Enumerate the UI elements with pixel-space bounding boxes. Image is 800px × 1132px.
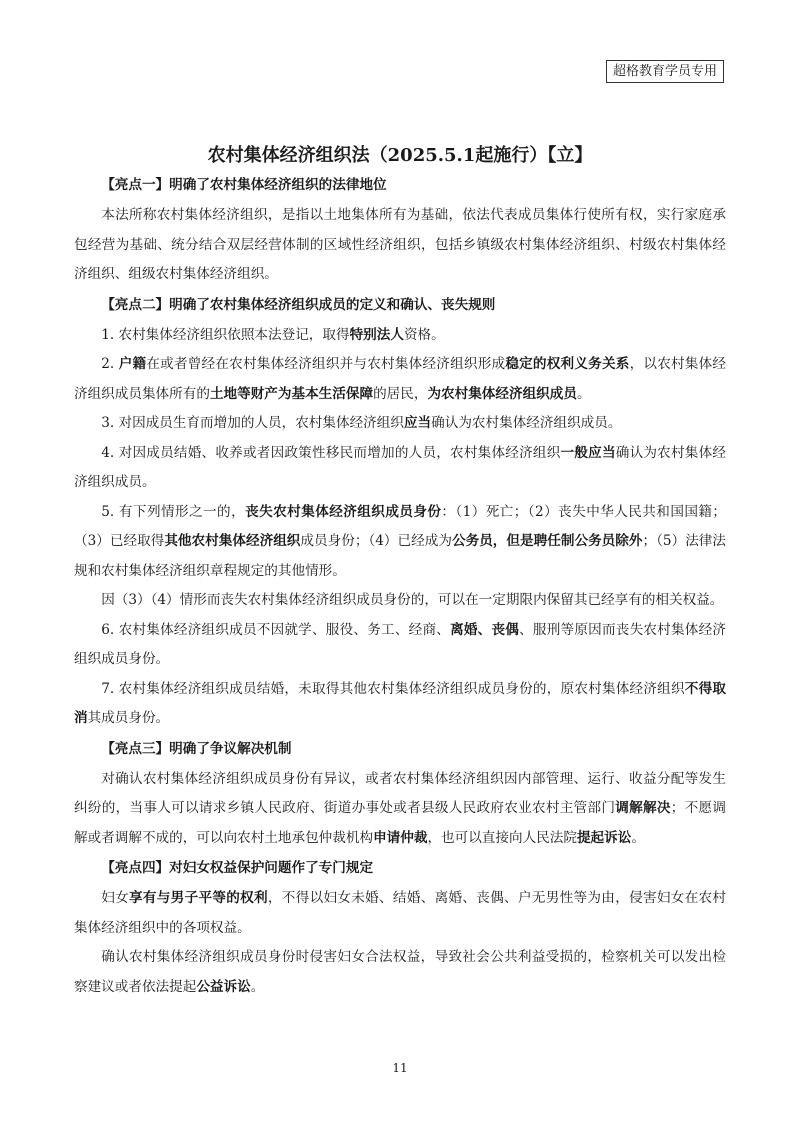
item-6: 6. 农村集体经济组织成员不因就学、服役、务工、经商、离婚、丧偶、服刑等原因而丧失农村集体经济组织成员身份。 [74, 621, 727, 667]
item-2: 2. 户籍在或者曾经在农村集体经济组织并与农村集体经济组织形成稳定的权利义务关系，以农村集体经济组织成员集体所有的土地等财产为基本生活保障的居民，为农村集体经济组织成员。 [74, 356, 727, 402]
section-3-paragraph: 对确认农村集体经济组织成员身份有异议，或者农村集体经济组织因内部管理、运行、收益分配等发生纠纷的，当事人可以请求乡镇人民政府、街道办事处或者县级人民政府农业农村主管部门调解解决；不愿调解或者调解不成的，可以向农村土地承包仲裁机构申请仲裁，也可以直接向人民法院提起诉讼。 [74, 770, 727, 846]
emphasis: 稳定的权利义务关系 [505, 356, 630, 372]
emphasis: 特别法人 [349, 326, 404, 343]
emphasis: 离婚、丧偶 [450, 621, 520, 638]
section-heading-2: 【亮点二】明确了农村集体经济组织成员的定义和确认、丧失规则 [101, 296, 496, 313]
section-4-paragraph-2: 确认农村集体经济组织成员身份时侵害妇女合法权益，导致社会公共利益受损的，检察机关可以发出检察建议或者依法提起公益诉讼。 [74, 949, 726, 995]
emphasis: 一般应当 [560, 444, 616, 461]
item-5-note: 因（3）（4）情形而丧失农村集体经济组织成员身份的，可以在一定期限内保留其已经享有的相关权益。 [101, 592, 724, 608]
emphasis: 公益诉讼 [196, 978, 251, 995]
emphasis: 为农村集体经济组织成员 [427, 385, 577, 402]
emphasis: 丧失农村集体经济组织成员身份 [245, 503, 442, 520]
emphasis: 其他农村集体经济组织 [164, 533, 301, 549]
item-4: 4. 对因成员结婚、收养或者因政策性移民而增加的人员，农村集体经济组织一般应当确认为农村集体经济组织成员。 [74, 444, 727, 490]
emphasis: 不得取消 [74, 680, 727, 726]
emphasis: 土地等财产为基本生活保障 [209, 385, 374, 402]
brand-label: 超格教育学员专用 [606, 60, 724, 83]
section-1-paragraph: 本法所称农村集体经济组织，是指以土地集体所有为基础，依法代表成员集体行使所有权，实行家庭承包经营为基础、统分结合双层经营体制的区域性经济组织，包括乡镇级农村集体经济组织、村级农村集体经济组织、组级农村集体经济组织。 [74, 207, 726, 282]
document-body [74, 170, 726, 1002]
page-title: 农村集体经济组织法（2025.5.1起施行）【立】 [207, 145, 593, 167]
emphasis: 享有与男子平等的权利 [128, 890, 268, 906]
emphasis: 申请仲裁 [373, 829, 428, 846]
item-7: 7. 农村集体经济组织成员结婚，未取得其他农村集体经济组织成员身份的，原农村集体经济组织不得取消其成员身份。 [74, 680, 727, 726]
section-heading-1: 【亮点一】明确了农村集体经济组织的法律地位 [101, 177, 387, 193]
emphasis: 提起诉讼 [576, 829, 632, 846]
item-5: 5. 有下列情形之一的，丧失农村集体经济组织成员身份：（1）死亡；（2）丧失中华人民共和国国籍；（3）已经取得其他农村集体经济组织成员身份；（4）已经成为公务员，但是聘任制公务员除外；（5）法律法规和农村集体经济组织章程规定的其他情形。 [74, 503, 727, 579]
section-4-paragraph-1: 妇女享有与男子平等的权利，不得以妇女未婚、结婚、离婚、丧偶、户无男性等为由，侵害妇女在农村集体经济组织中的各项权益。 [74, 890, 727, 936]
emphasis: 调解解决 [615, 800, 671, 816]
section-heading-4: 【亮点四】对妇女权益保护问题作了专门规定 [101, 860, 374, 876]
emphasis: 应当 [403, 415, 432, 431]
item-3: 3. 对因成员生育而增加的人员，农村集体经济组织应当确认为农村集体经济组织成员。 [101, 415, 622, 431]
section-heading-3: 【亮点三】明确了争议解决机制 [101, 740, 292, 757]
emphasis: 户籍 [118, 356, 147, 372]
page-number: 11 [392, 1061, 408, 1075]
emphasis: 公务员，但是聘任制公务员除外 [451, 533, 643, 549]
item-1: 1. 农村集体经济组织依照本法登记，取得特别法人资格。 [101, 326, 445, 343]
